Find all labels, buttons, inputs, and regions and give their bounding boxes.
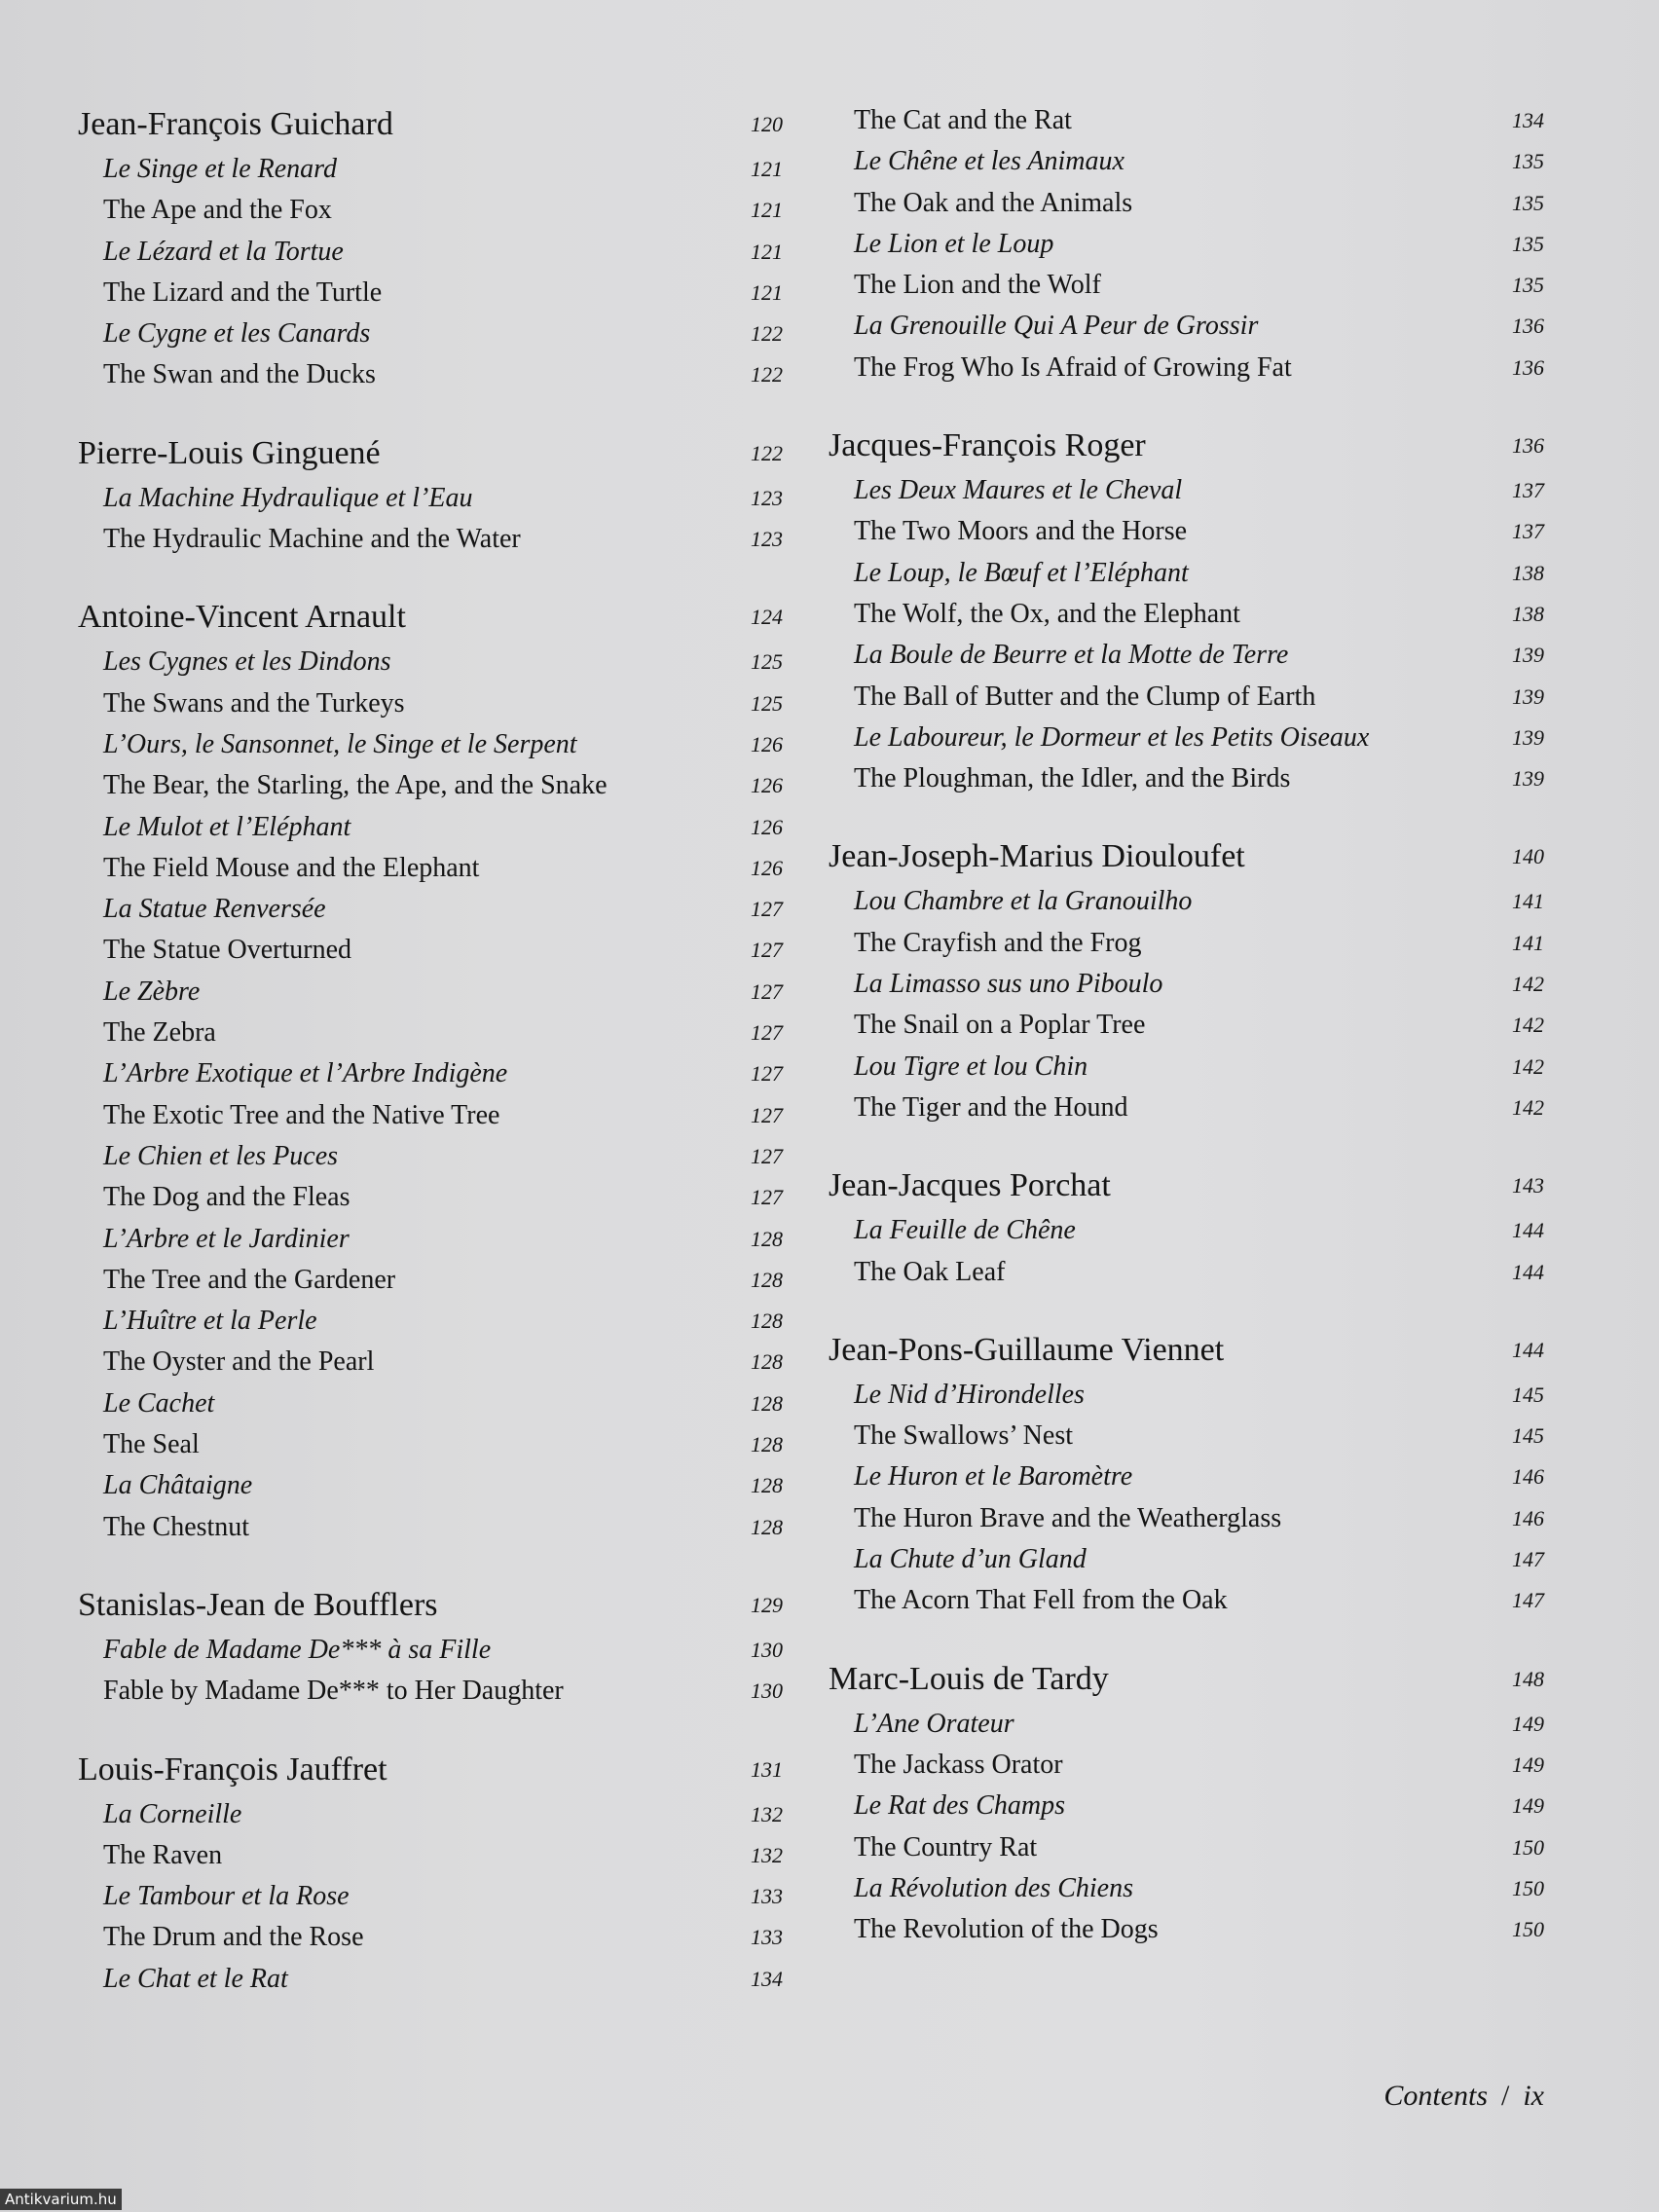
fable-title: The Jackass Orator (854, 1749, 1063, 1780)
fable-title: Le Loup, le Bœuf et l’Eléphant (854, 557, 1189, 588)
page-number: 132 (751, 1801, 783, 1826)
toc-entry (829, 1704, 1544, 1745)
page-number: 127 (751, 938, 783, 963)
page-number: 134 (751, 1966, 783, 1991)
page-number: 124 (751, 605, 783, 630)
page-number: 131 (751, 1756, 783, 1782)
toc-entry (829, 1456, 1544, 1497)
fable-title: La Chute d’un Gland (854, 1544, 1087, 1575)
fable-title: The Lion and the Wolf (854, 270, 1101, 301)
toc-entry (78, 1507, 783, 1548)
page-number: 126 (751, 731, 783, 756)
author-name: Stanislas-Jean de Boufflers (78, 1586, 438, 1623)
page-number: 123 (751, 527, 783, 552)
toc-entry (829, 224, 1544, 265)
fable-title: L’Ane Orateur (854, 1708, 1014, 1739)
page-number: 142 (1512, 972, 1544, 997)
toc-entry (829, 1375, 1544, 1416)
toc-entry (829, 1210, 1544, 1251)
page-number: 149 (1512, 1751, 1544, 1777)
author-name: Jean-Pons-Guillaume Viennet (829, 1331, 1225, 1368)
toc-entry (78, 1383, 783, 1424)
fable-title: L’Arbre et le Jardinier (103, 1223, 350, 1254)
page-number: 128 (751, 1473, 783, 1498)
fable-title: The Statue Overturned (103, 935, 352, 966)
toc-entry (78, 1876, 783, 1917)
fable-title: The Seal (103, 1429, 200, 1460)
page-number: 145 (1512, 1382, 1544, 1407)
fable-title: La Boule de Beurre et la Motte de Terre (854, 640, 1289, 671)
section-gap (78, 396, 783, 429)
fable-title: La Machine Hydraulique et l’Eau (103, 482, 473, 513)
page-number: 149 (1512, 1793, 1544, 1819)
page-number: 127 (751, 897, 783, 922)
page-number: 121 (751, 279, 783, 305)
page-number: 129 (751, 1592, 783, 1617)
fable-title: Le Nid d’Hirondelles (854, 1379, 1085, 1410)
toc-entry (829, 635, 1544, 676)
author-heading (829, 1326, 1544, 1375)
fable-title: L’Huître et la Perle (103, 1306, 317, 1337)
fable-title: Le Chat et le Rat (103, 1963, 288, 1994)
fable-title: The Raven (103, 1839, 223, 1870)
toc-entry (829, 1786, 1544, 1826)
fable-title: Le Cachet (103, 1387, 215, 1419)
fable-title: Le Tambour et la Rose (103, 1881, 350, 1912)
contents-column-left (78, 100, 783, 2000)
toc-entry (78, 724, 783, 765)
toc-entry (78, 1671, 783, 1712)
page-number: 125 (751, 649, 783, 675)
fable-title: The Drum and the Rose (103, 1922, 364, 1953)
toc-entry (78, 1794, 783, 1835)
toc-entry (829, 964, 1544, 1005)
fable-title: The Oak Leaf (854, 1256, 1006, 1287)
fable-title: The Swallows’ Nest (854, 1420, 1073, 1452)
fable-title: Le Lézard et la Tortue (103, 236, 344, 267)
page-number: 127 (751, 1102, 783, 1127)
site-watermark: Antikvarium.hu (0, 2189, 122, 2210)
fable-title: The Ploughman, the Idler, and the Birds (854, 763, 1291, 794)
toc-entry (829, 881, 1544, 922)
fable-title: Les Deux Maures et le Cheval (854, 475, 1183, 506)
fable-title: La Châtaigne (103, 1470, 253, 1501)
page-number: 150 (1512, 1834, 1544, 1860)
toc-entry (829, 553, 1544, 594)
page-number: 139 (1512, 766, 1544, 792)
toc-entry (829, 141, 1544, 182)
toc-entry (829, 1088, 1544, 1128)
footer-separator: / (1501, 2080, 1510, 2112)
section-gap (829, 1293, 1544, 1326)
page-number: 146 (1512, 1505, 1544, 1530)
fable-title: The Exotic Tree and the Native Tree (103, 1099, 500, 1130)
toc-entry (78, 807, 783, 848)
fable-title: The Chestnut (103, 1511, 250, 1542)
toc-entry (78, 683, 783, 724)
fable-title: The Two Moors and the Horse (854, 516, 1188, 547)
page-number: 126 (751, 773, 783, 798)
page-number: 135 (1512, 273, 1544, 298)
toc-entry (829, 511, 1544, 552)
toc-entry (829, 306, 1544, 347)
toc-entry (78, 1177, 783, 1218)
page-number: 134 (1512, 108, 1544, 132)
toc-entry (829, 1416, 1544, 1456)
fable-title: Le Lion et le Loup (854, 228, 1054, 259)
fable-title: Le Chien et les Puces (103, 1140, 339, 1171)
toc-entry (829, 677, 1544, 718)
toc-entry (78, 232, 783, 273)
author-name: Jean-François Guichard (78, 106, 393, 142)
page-number: 139 (1512, 683, 1544, 709)
author-heading (829, 832, 1544, 881)
toc-entry (78, 1013, 783, 1053)
fable-title: The Bear, the Starling, the Ape, and the Snake (103, 770, 608, 801)
fable-title: Fable de Madame De*** à sa Fille (103, 1634, 492, 1665)
fable-title: The Ball of Butter and the Clump of Earth (854, 681, 1316, 712)
section-gap (829, 799, 1544, 832)
page-number: 142 (1512, 1094, 1544, 1120)
section-gap (78, 1713, 783, 1746)
toc-entry (829, 1580, 1544, 1621)
page-number: 127 (751, 1020, 783, 1046)
author-name: Louis-François Jauffret (78, 1751, 387, 1788)
section-gap (78, 560, 783, 593)
toc-entry (829, 1745, 1544, 1786)
toc-entry (78, 1095, 783, 1136)
author-name: Jean-Jacques Porchat (829, 1167, 1111, 1204)
author-heading (829, 1161, 1544, 1210)
fable-title: The Country Rat (854, 1831, 1038, 1862)
page-number: 142 (1512, 1053, 1544, 1079)
author-name: Marc-Louis de Tardy (829, 1660, 1109, 1697)
toc-entry (829, 348, 1544, 388)
fable-title: The Revolution of the Dogs (854, 1914, 1159, 1945)
page-number: 126 (751, 855, 783, 880)
toc-entry (78, 1630, 783, 1671)
toc-entry (829, 923, 1544, 964)
fable-title: The Snail on a Poplar Tree (854, 1010, 1146, 1041)
toc-entry (78, 642, 783, 682)
page-number: 139 (1512, 643, 1544, 668)
page-number: 132 (751, 1842, 783, 1867)
fable-title: The Wolf, the Ox, and the Elephant (854, 598, 1240, 629)
fable-title: Le Rat des Champs (854, 1790, 1065, 1822)
toc-entry (78, 1053, 783, 1094)
fable-title: The Hydraulic Machine and the Water (103, 524, 521, 555)
page-number: 150 (1512, 1875, 1544, 1900)
toc-entry (829, 265, 1544, 306)
toc-entry (78, 1301, 783, 1342)
fable-title: La Feuille de Chêne (854, 1215, 1076, 1246)
page-footer (1383, 2080, 1544, 2113)
fable-title: The Zebra (103, 1017, 216, 1049)
toc-entry (78, 1959, 783, 2000)
page-number: 128 (751, 1267, 783, 1292)
toc-entry (78, 1342, 783, 1382)
toc-entry (829, 594, 1544, 635)
fable-title: Les Cygnes et les Dindons (103, 646, 391, 678)
fable-title: La Révolution des Chiens (854, 1872, 1133, 1903)
fable-title: Le Huron et le Baromètre (854, 1461, 1133, 1493)
page-number: 122 (751, 362, 783, 387)
toc-entry (78, 313, 783, 354)
page-number: 128 (751, 1349, 783, 1375)
toc-entry (78, 519, 783, 560)
page-number: 133 (751, 1884, 783, 1909)
page-number: 121 (751, 239, 783, 264)
fable-title: Le Cygne et les Canards (103, 318, 371, 350)
toc-entry (78, 1136, 783, 1177)
page-number: 136 (1512, 354, 1544, 380)
toc-entry (829, 758, 1544, 799)
page-number: 123 (751, 485, 783, 510)
page-number: 144 (1512, 1337, 1544, 1362)
fable-title: The Lizard and the Turtle (103, 276, 383, 308)
fable-title: Fable by Madame De*** to Her Daughter (103, 1676, 564, 1707)
toc-entry (829, 1005, 1544, 1046)
toc-entry (78, 1424, 783, 1465)
page-number: 146 (1512, 1464, 1544, 1490)
toc-entry (829, 718, 1544, 758)
toc-entry (829, 470, 1544, 511)
page-number: 130 (751, 1678, 783, 1704)
fable-title: The Cat and the Rat (854, 105, 1072, 135)
fable-title: The Huron Brave and the Weatherglass (854, 1502, 1282, 1533)
toc-entry (829, 100, 1544, 141)
author-heading (78, 1746, 783, 1794)
page-number: 122 (751, 440, 783, 465)
fable-title: Le Laboureur, le Dormeur et les Petits Oiseaux (854, 721, 1370, 753)
toc-entry (78, 930, 783, 971)
toc-entry (78, 1917, 783, 1958)
page-number: 137 (1512, 519, 1544, 544)
page-number: 144 (1512, 1259, 1544, 1284)
fable-title: Le Singe et le Renard (103, 154, 338, 184)
running-head: Contents (1383, 2080, 1488, 2112)
page-number: 147 (1512, 1547, 1544, 1572)
author-name: Jean-Joseph-Marius Diouloufet (829, 838, 1245, 875)
fable-title: The Ape and the Fox (103, 195, 332, 226)
toc-entry (829, 1909, 1544, 1950)
fable-title: Lou Tigre et lou Chin (854, 1051, 1088, 1082)
page-number: 149 (1512, 1711, 1544, 1736)
page-number: 128 (751, 1514, 783, 1539)
section-gap (829, 388, 1544, 422)
fable-title: The Oak and the Animals (854, 187, 1133, 218)
author-heading (829, 1655, 1544, 1704)
fable-title: L’Arbre Exotique et l’Arbre Indigène (103, 1058, 508, 1089)
page-number: 133 (751, 1925, 783, 1950)
author-name: Jacques-François Roger (829, 427, 1146, 464)
page-number: 135 (1512, 190, 1544, 215)
page-number: 136 (1512, 433, 1544, 459)
fable-title: The Swans and the Turkeys (103, 687, 405, 719)
fable-title: The Dog and the Fleas (103, 1182, 350, 1213)
page-number: 141 (1512, 889, 1544, 914)
section-gap (829, 1622, 1544, 1655)
page-number: 128 (751, 1432, 783, 1457)
page-number: 140 (1512, 844, 1544, 869)
author-heading (78, 429, 783, 478)
page-number: 137 (1512, 478, 1544, 503)
author-name: Antoine-Vincent Arnault (78, 599, 406, 636)
toc-entry (78, 149, 783, 190)
page-number: 148 (1512, 1666, 1544, 1691)
toc-entry (78, 190, 783, 231)
page-number: 128 (751, 1309, 783, 1334)
page-number: 139 (1512, 724, 1544, 750)
page-number: 144 (1512, 1218, 1544, 1243)
toc-entry (829, 1252, 1544, 1293)
fable-title: La Grenouille Qui A Peur de Grossir (854, 311, 1259, 342)
toc-entry (78, 478, 783, 519)
page-number: 147 (1512, 1588, 1544, 1613)
page-number: 141 (1512, 930, 1544, 955)
toc-entry (78, 1260, 783, 1301)
fable-title: Le Zèbre (103, 976, 201, 1007)
page-number: 136 (1512, 313, 1544, 339)
page-number: 135 (1512, 149, 1544, 174)
section-gap (78, 1548, 783, 1581)
fable-title: The Frog Who Is Afraid of Growing Fat (854, 351, 1292, 383)
page-number: 127 (751, 1143, 783, 1168)
author-name: Pierre-Louis Ginguené (78, 434, 381, 471)
toc-entry (78, 273, 783, 313)
folio-number: ix (1523, 2080, 1544, 2112)
fable-title: La Limasso sus uno Piboulo (854, 969, 1163, 1000)
toc-entry (78, 765, 783, 806)
toc-entry (78, 1465, 783, 1506)
toc-entry (78, 1219, 783, 1260)
page-number: 127 (751, 1061, 783, 1087)
page-number: 126 (751, 814, 783, 839)
page-number: 120 (751, 112, 783, 136)
toc-entry (78, 972, 783, 1013)
author-heading (829, 422, 1544, 470)
page-number: 121 (751, 198, 783, 223)
author-heading (78, 100, 783, 149)
fable-title: The Acorn That Fell from the Oak (854, 1585, 1228, 1616)
section-gap (829, 1128, 1544, 1161)
page-number: 145 (1512, 1423, 1544, 1449)
fable-title: Le Chêne et les Animaux (854, 146, 1124, 177)
page-number: 138 (1512, 601, 1544, 626)
fable-title: The Crayfish and the Frog (854, 927, 1142, 958)
page-number: 130 (751, 1637, 783, 1662)
page-number: 127 (751, 978, 783, 1004)
fable-title: The Oyster and the Pearl (103, 1346, 375, 1378)
page-number: 121 (751, 157, 783, 181)
fable-title: The Tiger and the Hound (854, 1091, 1128, 1123)
toc-entry (829, 1539, 1544, 1580)
fable-title: The Tree and the Gardener (103, 1264, 396, 1295)
toc-entry (78, 848, 783, 889)
toc-entry (78, 354, 783, 395)
fable-title: The Swan and the Ducks (103, 359, 376, 390)
fable-title: The Field Mouse and the Elephant (103, 852, 480, 883)
author-heading (78, 1581, 783, 1630)
page-number: 128 (751, 1226, 783, 1251)
page-number: 135 (1512, 231, 1544, 256)
toc-entry (829, 1498, 1544, 1539)
page-number: 150 (1512, 1917, 1544, 1942)
contents-column-right (829, 100, 1544, 1950)
fable-title: La Corneille (103, 1798, 242, 1829)
page-number: 128 (751, 1390, 783, 1416)
page-number: 143 (1512, 1173, 1544, 1198)
toc-entry (78, 1835, 783, 1876)
page-number: 125 (751, 690, 783, 716)
page-number: 138 (1512, 560, 1544, 585)
fable-title: L’Ours, le Sansonnet, le Singe et le Serpent (103, 728, 577, 759)
fable-title: La Statue Renversée (103, 894, 326, 925)
author-heading (78, 593, 783, 642)
fable-title: Le Mulot et l’Eléphant (103, 811, 351, 842)
page-number: 122 (751, 321, 783, 347)
page-number: 127 (751, 1185, 783, 1210)
page-number: 142 (1512, 1013, 1544, 1038)
toc-entry (829, 1047, 1544, 1088)
toc-entry (829, 1827, 1544, 1868)
fable-title: Lou Chambre et la Granouilho (854, 886, 1193, 917)
toc-entry (829, 1868, 1544, 1909)
toc-entry (829, 183, 1544, 224)
toc-entry (78, 889, 783, 930)
